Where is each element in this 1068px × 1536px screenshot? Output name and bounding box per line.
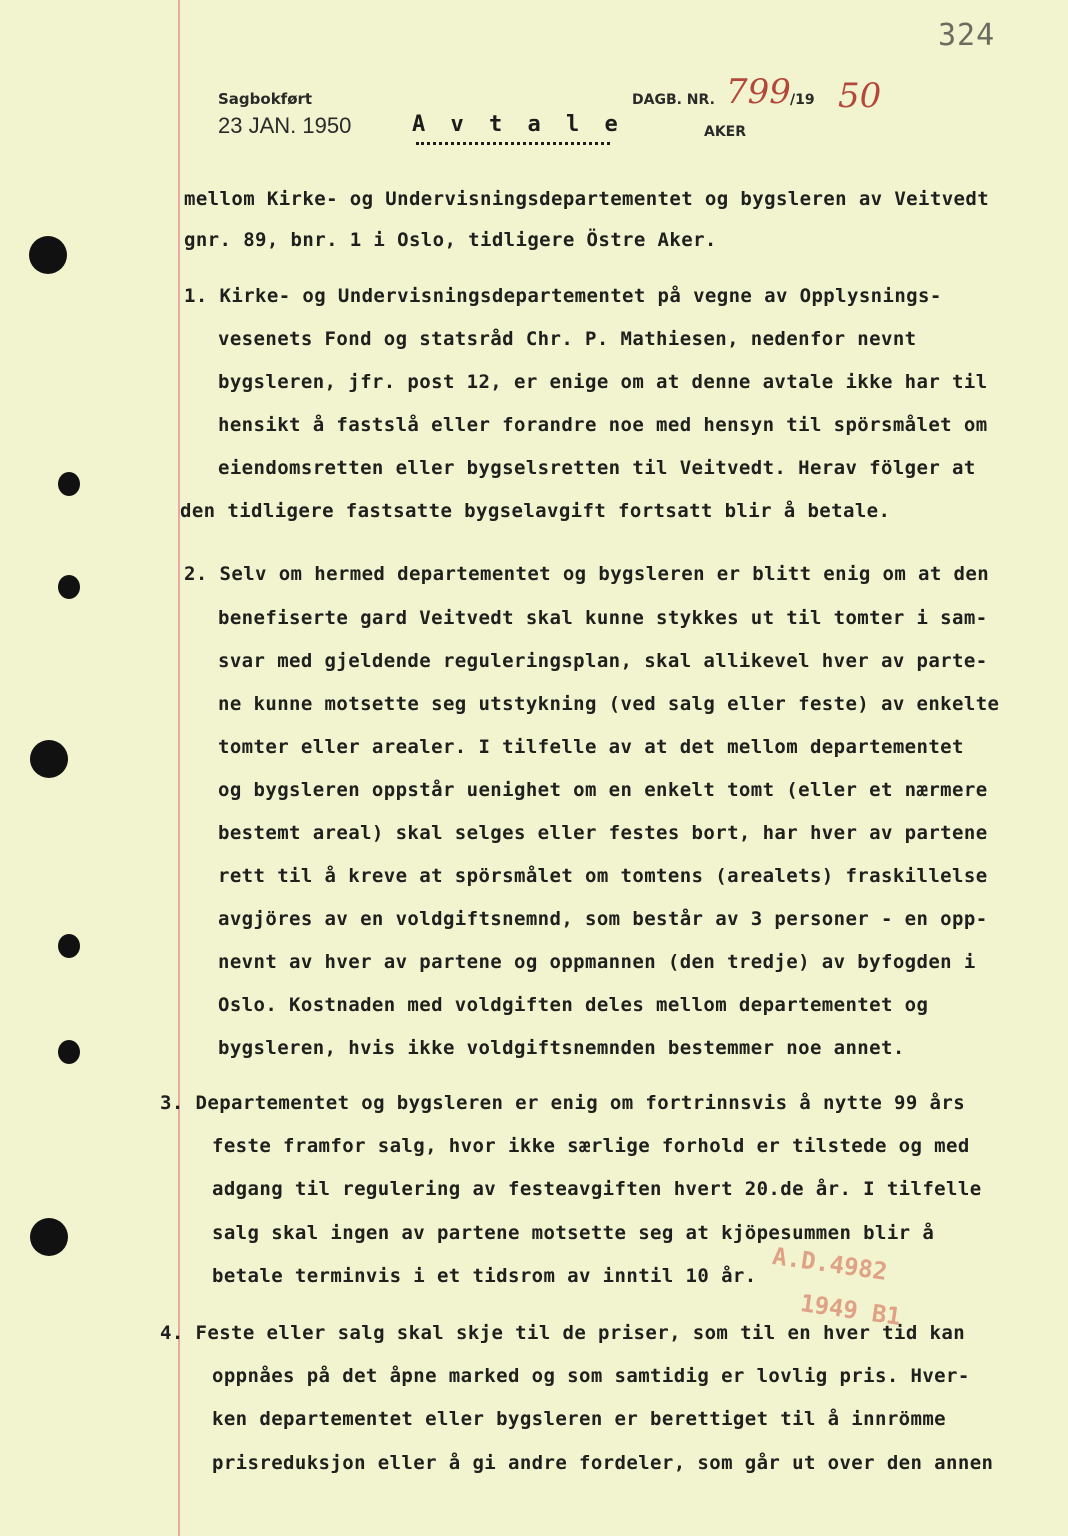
dagb-year: 50 bbox=[838, 76, 882, 116]
text-line: oppnåes på det åpne marked og som samtidig er lovlig pris. Hver- bbox=[212, 1365, 970, 1387]
punch-hole-2 bbox=[58, 472, 80, 496]
document-title: A v t a l e bbox=[412, 112, 624, 137]
text-line: svar med gjeldende reguleringsplan, skal allikevel hver av parte- bbox=[218, 650, 988, 672]
text-line: 2. Selv om hermed departementet og bygsleren er blitt enig om at den bbox=[184, 563, 990, 585]
punch-hole-5 bbox=[58, 934, 80, 958]
punch-hole-3 bbox=[58, 575, 80, 599]
office-label: Sagbokført bbox=[218, 90, 313, 108]
text-line: nevnt av hver av partene og oppmannen (den tredje) av byfogden i bbox=[218, 951, 976, 973]
text-line: rett til å kreve at spörsmålet om tomtens (arealets) fraskillelse bbox=[218, 865, 988, 887]
text-line: eiendomsretten eller bygselsretten til Veitvedt. Herav fölger at bbox=[218, 457, 976, 479]
text-line: ne kunne motsette seg utstykning (ved salg eller feste) av enkelte bbox=[218, 693, 1000, 715]
punch-hole-6 bbox=[58, 1040, 80, 1064]
text-line: mellom Kirke- og Undervisningsdepartementet og bygsleren av Veitvedt bbox=[184, 188, 990, 210]
text-line: Oslo. Kostnaden med voldgiften deles mellom departementet og bbox=[218, 994, 929, 1016]
district-label: AKER bbox=[704, 124, 747, 140]
text-line: betale terminvis i et tidsrom av inntil 10 år. bbox=[212, 1265, 757, 1287]
dagb-number: 799 bbox=[726, 72, 791, 112]
archive-stamp-year: 1949 B1 bbox=[798, 1289, 903, 1331]
punch-hole-4 bbox=[30, 740, 68, 778]
margin-line bbox=[178, 0, 180, 1536]
punch-hole-1 bbox=[29, 236, 67, 274]
text-line: 3. Departementet og bygsleren er enig om fortrinnsvis å nytte 99 års bbox=[160, 1092, 966, 1114]
text-line: avgjöres av en voldgiftsnemnd, som består av 3 personer - en opp- bbox=[218, 908, 988, 930]
archive-stamp-number: A.D.4982 bbox=[770, 1242, 889, 1286]
text-line: 1. Kirke- og Undervisningsdepartementet på vegne av Opplysnings- bbox=[184, 285, 942, 307]
dagb-label: DAGB. NR. bbox=[632, 92, 715, 108]
text-line: prisreduksjon eller å gi andre fordeler, som går ut over den annen bbox=[212, 1452, 994, 1474]
title-underline bbox=[416, 142, 610, 145]
text-line: gnr. 89, bnr. 1 i Oslo, tidligere Östre Aker. bbox=[184, 229, 717, 251]
text-line: benefiserte gard Veitvedt skal kunne stykkes ut til tomter i sam- bbox=[218, 607, 988, 629]
text-line: bestemt areal) skal selges eller festes bort, har hver av partene bbox=[218, 822, 988, 844]
text-line: den tidligere fastsatte bygselavgift fortsatt blir å betale. bbox=[180, 500, 891, 522]
year-separator: /19 bbox=[790, 92, 815, 108]
text-line: 4. Feste eller salg skal skje til de priser, som til en hver tid kan bbox=[160, 1322, 966, 1344]
text-line: hensikt å fastslå eller forandre noe med hensyn til spörsmålet om bbox=[218, 414, 988, 436]
text-line: tomter eller arealer. I tilfelle av at det mellom departementet bbox=[218, 736, 964, 758]
text-line: og bygsleren oppstår uenighet om en enkelt tomt (eller et nærmere bbox=[218, 779, 988, 801]
registration-date: 23 JAN. 1950 bbox=[218, 113, 352, 138]
text-line: bygsleren, hvis ikke voldgiftsnemnden bestemmer noe annet. bbox=[218, 1037, 905, 1059]
text-line: feste framfor salg, hvor ikke særlige forhold er tilstede og med bbox=[212, 1135, 970, 1157]
text-line: salg skal ingen av partene motsette seg at kjöpesummen blir å bbox=[212, 1222, 935, 1244]
page-number: 324 bbox=[938, 18, 996, 53]
punch-hole-7 bbox=[30, 1218, 68, 1256]
text-line: bygsleren, jfr. post 12, er enige om at denne avtale ikke har til bbox=[218, 371, 988, 393]
text-line: adgang til regulering av festeavgiften hvert 20.de år. I tilfelle bbox=[212, 1178, 982, 1200]
text-line: ken departementet eller bygsleren er berettiget til å innrömme bbox=[212, 1408, 947, 1430]
text-line: vesenets Fond og statsråd Chr. P. Mathiesen, nedenfor nevnt bbox=[218, 328, 917, 350]
